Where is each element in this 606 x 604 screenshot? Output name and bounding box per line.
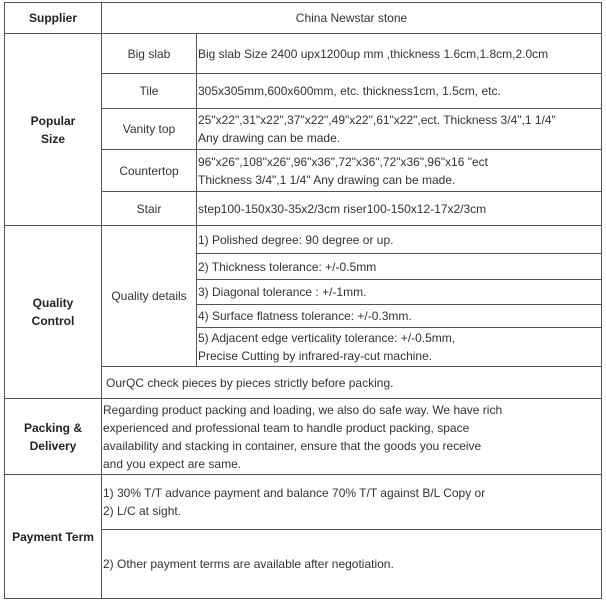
big-slab-value: Big slab Size 2400 upx1200up mm ,thickness 1.6cm,1.8cm,2.0cm: [196, 33, 602, 74]
qc-note: OurQC check pieces by pieces strictly before packing.: [101, 366, 602, 399]
quality-detail-2: 2) Thickness tolerance: +/-0.5mm: [196, 253, 602, 280]
payment-other: 2) Other payment terms are available after negotiation.: [101, 529, 602, 599]
vanity-top-label: Vanity top: [101, 108, 197, 150]
stair-value: step100-150x30-35x2/3cm riser100-150x12-17x2/3cm: [196, 191, 602, 226]
quality-detail-3: 3) Diagonal tolerance : +/-1mm.: [196, 279, 602, 305]
quality-detail-1: 1) Polished degree: 90 degree or up.: [196, 225, 602, 254]
supplier-label: Supplier: [4, 2, 102, 34]
quality-details-label: Quality details: [101, 225, 197, 367]
tile-value: 305x305mm,600x600mm, etc. thickness1cm, 1.5cm, etc.: [196, 73, 602, 109]
big-slab-label: Big slab: [101, 33, 197, 74]
quality-detail-4: 4) Surface flatness tolerance: +/-0.3mm.: [196, 304, 602, 328]
countertop-value: 96"x26",108"x26",96"x36",72"x36",72"x36",96"x16 "ect Thickness 3/4",1 1/4" Any drawing can be made.: [196, 149, 602, 192]
popular-size-label: Popular Size: [4, 33, 102, 226]
packing-delivery-value: Regarding product packing and loading, we also do safe way. We have rich experienced and professional team to handle product packing, space availability and stacking in container, ensure that the goods you receive and you expect are same.: [101, 398, 602, 475]
tile-label: Tile: [101, 73, 197, 109]
payment-terms: 1) 30% T/T advance payment and balance 70% T/T against B/L Copy or 2) L/C at sight.: [101, 474, 602, 530]
packing-delivery-label: Packing & Delivery: [4, 398, 102, 475]
supplier-value: China Newstar stone: [101, 2, 602, 34]
quality-control-label: Quality Control: [4, 225, 102, 399]
countertop-label: Countertop: [101, 149, 197, 192]
quality-detail-5: 5) Adjacent edge verticality tolerance: +/-0.5mm, Precise Cutting by infrared-ray-cut machine.: [196, 327, 602, 367]
stair-label: Stair: [101, 191, 197, 226]
payment-term-label: Payment Term: [4, 474, 102, 599]
vanity-top-value: 25"x22",31"x22",37"x22",49"x22",61"x22",ect. Thickness 3/4",1 1/4" Any drawing can be made.: [196, 108, 602, 150]
